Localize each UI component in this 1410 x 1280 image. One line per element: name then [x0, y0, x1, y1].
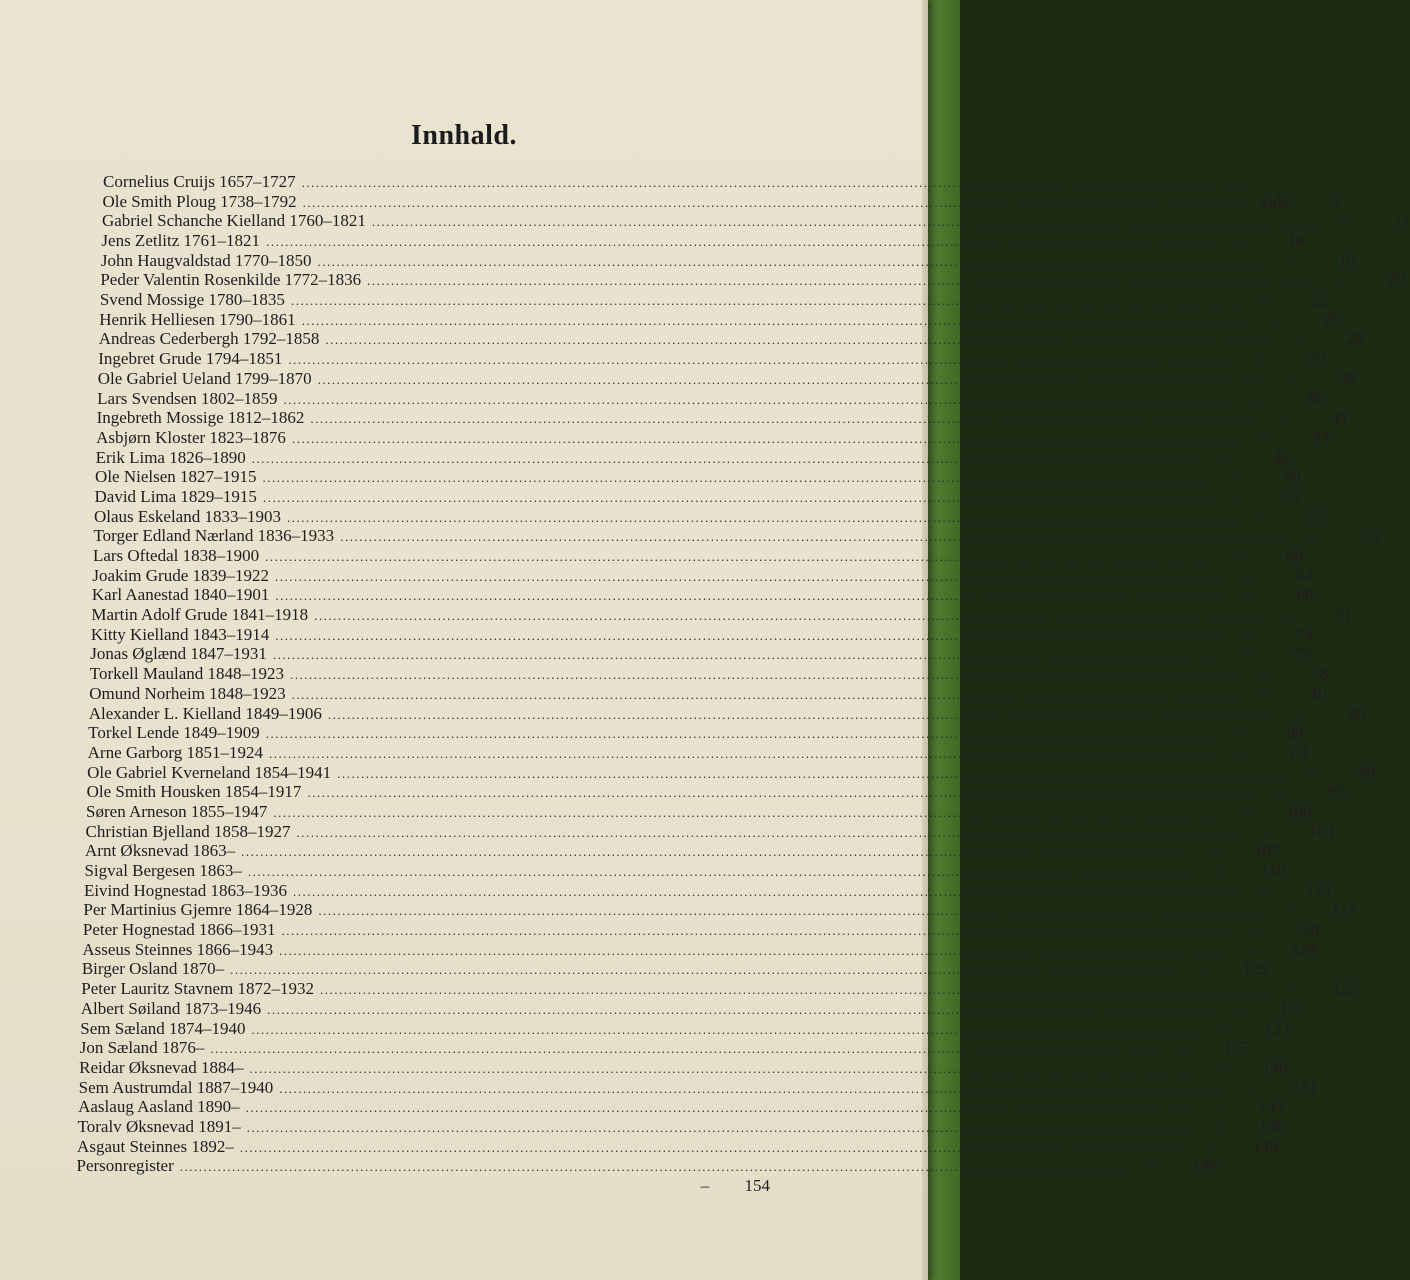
leader-dots: ........................................................................................................................................................................................................: [292, 883, 1243, 899]
toc-page-number: 90: [1358, 762, 1376, 782]
leader-dots: ........................................................................................................................................................................................................: [327, 706, 1278, 722]
page-marker: –: [1286, 250, 1295, 270]
page-marker: –: [1270, 309, 1279, 329]
leader-dots: ........................................................................................................................................................................................................: [291, 686, 1242, 702]
leader-dots: ........................................................................................................................................................................................................: [367, 273, 1318, 289]
leader-dots: ........................................................................................................................................................................................................: [290, 667, 1241, 683]
leader-dots: ........................................................................................................................................................................................................: [307, 785, 1258, 801]
toc-entry-name: Ole Gabriel Kverneland 1854–1941: [87, 762, 332, 782]
page-marker: –: [1265, 821, 1274, 841]
toc-page-number: 110: [1261, 861, 1286, 881]
toc-page-number: 46: [1272, 447, 1290, 467]
toc-entry-name: Asseus Steinnes 1866–1943: [82, 939, 274, 959]
toc-entry-name: Cornelius Cruijs 1657–1727: [103, 172, 296, 191]
toc-entry-name: Asgaut Steinnes 1892–: [77, 1136, 234, 1156]
toc-entry: [96, 427, 1330, 448]
page-marker: –: [1247, 939, 1257, 959]
leader-dots: ........................................................................................................................................................................................................: [267, 1001, 1218, 1017]
toc-entry: [88, 703, 1366, 724]
leader-dots: ........................................................................................................................................................................................................: [317, 371, 1268, 387]
leader-dots: ........................................................................................................................................................................................................: [301, 175, 1252, 190]
toc-page-number: 60: [1286, 546, 1304, 566]
page-marker: –: [1260, 427, 1270, 447]
toc-entry: [90, 624, 1314, 645]
toc-page-number: 117: [1331, 900, 1357, 920]
toc-entry: [99, 309, 1340, 330]
page-marker: –: [1241, 644, 1251, 664]
page-marker: –: [1340, 211, 1350, 231]
toc-entry-name: Asbjørn Kloster 1823–1876: [96, 427, 286, 447]
toc-entry-name: Peder Valentin Rosenkilde 1772–1836: [100, 270, 362, 290]
leader-dots: ........................................................................................................................................................................................................: [275, 588, 1226, 604]
toc-entry: [76, 1176, 770, 1196]
page-marker: –: [1244, 585, 1253, 605]
page-title: Innhald.: [411, 120, 517, 151]
leader-dots: ........................................................................................................................................................................................................: [262, 470, 1213, 486]
toc-entry-name: Torger Edland Nærland 1836–1933: [93, 526, 335, 546]
toc-entry-name: Birger Osland 1870–: [81, 959, 225, 979]
toc-entry: [93, 526, 1379, 546]
leader-dots: ........................................................................................................................................................................................................: [251, 450, 1202, 466]
toc-entry: [85, 841, 1280, 861]
toc-entry-name: Ingebret Grude 1794–1851: [98, 349, 283, 369]
toc-entry: [97, 368, 1356, 389]
toc-entry: [95, 447, 1290, 468]
toc-entry-name: Svend Mossige 1780–1835: [99, 290, 285, 310]
page-marker: –: [1231, 467, 1240, 487]
leader-dots: ........................................................................................................................................................................................................: [296, 824, 1247, 840]
toc-page-number: 68: [1296, 585, 1314, 605]
page-marker: –: [1257, 349, 1266, 369]
page-marker: –: [1234, 723, 1244, 743]
leader-dots: ........................................................................................................................................................................................................: [318, 903, 1269, 919]
page-marker: –: [1276, 782, 1285, 802]
toc-page-number: 141: [1291, 1077, 1318, 1097]
toc-entry-name: Ole Nielsen 1827–1915: [95, 467, 257, 487]
toc-entry: [79, 1038, 1249, 1058]
toc-page-number: 29: [1346, 329, 1364, 349]
toc-page-number: 140: [1261, 1057, 1288, 1077]
toc-page-number: 107: [1253, 841, 1280, 861]
page-marker: –: [1215, 1116, 1224, 1136]
toc-entry: [84, 861, 1286, 881]
toc-page-number: 56: [1361, 526, 1379, 546]
page-marker: –: [1234, 231, 1244, 251]
toc-entry: [102, 191, 1341, 212]
toc-page-number: 88: [1286, 723, 1304, 743]
toc-page-number: 64: [1296, 565, 1313, 585]
page-marker: –: [1220, 447, 1229, 467]
leader-dots: ........................................................................................................................................................................................................: [247, 864, 1198, 880]
toc-entry: [83, 880, 1331, 901]
toc-entry: [81, 979, 1359, 999]
toc-entry-name: Ole Smith Housken 1854–1917: [86, 782, 302, 802]
toc-entry: [77, 1116, 1285, 1137]
leader-dots: ........................................................................................................................................................................................................: [266, 234, 1217, 250]
page-marker: –: [1208, 1136, 1218, 1156]
toc-page-number: 143: [1258, 1097, 1284, 1117]
page-marker: –: [1209, 841, 1219, 861]
toc-page-number: 35: [1338, 368, 1356, 388]
toc-entry-name: Olaus Eskeland 1833–1903: [94, 506, 281, 526]
leader-dots: ........................................................................................................................................................................................................: [320, 982, 1271, 998]
toc-page-number: 49: [1283, 467, 1301, 487]
toc-entry: [85, 821, 1335, 842]
toc-page-number: 103: [1308, 821, 1335, 841]
toc-entry-name: Aaslaug Aasland 1890–: [78, 1097, 240, 1117]
toc-page-number: 133: [1264, 1018, 1290, 1038]
toc-entry: [78, 1097, 1284, 1117]
toc-entry-name: Arne Garborg 1851–1924: [87, 742, 263, 762]
leader-dots: ........................................................................................................................................................................................................: [279, 942, 1230, 958]
toc-entry-name: Jens Zetlitz 1761–1821: [101, 231, 261, 251]
leader-dots: ........................................................................................................................................................................................................: [310, 411, 1261, 427]
page-marker: –: [1237, 742, 1247, 762]
leader-dots: ........................................................................................................................................................................................................: [245, 1100, 1196, 1116]
leader-dots: ........................................................................................................................................................................................................: [275, 568, 1225, 584]
toc-page-number: 14: [1287, 231, 1305, 251]
page-marker: –: [1282, 605, 1292, 625]
toc-entry-name: Kitty Kielland 1843–1914: [90, 624, 270, 644]
leader-dots: ........................................................................................................................................................................................................: [239, 1139, 1190, 1155]
toc-page-number: 127: [1332, 979, 1359, 999]
toc-page-number: 41: [1331, 408, 1349, 428]
leader-dots: ........................................................................................................................................................................................................: [317, 253, 1268, 269]
toc-entry: [89, 664, 1329, 684]
toc-entry: [94, 506, 1325, 527]
toc-page-number: 149: [1252, 1136, 1278, 1156]
toc-entry-name: John Haugvaldstad 1770–1850: [100, 250, 312, 270]
toc-entry: [83, 900, 1357, 920]
toc-page-number: 44: [1312, 427, 1330, 447]
leader-dots: ........................................................................................................................................................................................................: [265, 549, 1216, 565]
toc-page-number: 100: [1285, 801, 1312, 821]
toc-entry-name: Arnt Øksnevad 1863–: [85, 841, 236, 861]
leader-dots: ........................................................................................................................................................................................................: [273, 804, 1224, 820]
toc-entry: [96, 408, 1349, 428]
page-marker: –: [1258, 664, 1268, 684]
page-marker: –: [1242, 801, 1251, 821]
toc-entry: [91, 585, 1314, 605]
toc-entry-name: Torkel Lende 1849–1909: [88, 723, 260, 743]
page-marker: –: [1216, 861, 1226, 881]
toc-entry-name: Lars Svendsen 1802–1859: [97, 388, 278, 408]
toc-entry: [92, 565, 1313, 586]
toc-page-number: 75: [1293, 644, 1311, 664]
toc-entry: [97, 388, 1322, 409]
page-marker: –: [1287, 900, 1296, 920]
toc-entry: [86, 782, 1346, 802]
toc-page-number: 38: [1304, 388, 1322, 408]
page-marker: –: [1335, 270, 1345, 290]
page-marker: –: [1250, 920, 1259, 940]
toc-entry: [82, 920, 1320, 940]
page-marker: –: [1247, 1077, 1257, 1097]
page-marker: –: [1296, 703, 1306, 723]
leader-dots: ........................................................................................................................................................................................................: [249, 1060, 1200, 1076]
page-marker: –: [700, 1176, 710, 1195]
leader-dots: ........................................................................................................................................................................................................: [275, 627, 1226, 643]
leader-dots: ........................................................................................................................................................................................................: [281, 923, 1232, 939]
leader-dots: ........................................................................................................................................................................................................: [283, 391, 1234, 407]
toc-page-number: 89: [1289, 742, 1307, 762]
toc-page-number: 9: [1332, 191, 1341, 211]
toc-entry-name: Toralv Øksnevad 1891–: [77, 1116, 241, 1136]
toc-entry-name: Alexander L. Kielland 1849–1906: [88, 703, 322, 723]
page-marker: –: [1243, 565, 1253, 585]
page-marker: –: [1259, 290, 1269, 310]
leader-dots: ........................................................................................................................................................................................................: [265, 726, 1216, 742]
toc-page-number: 71: [1335, 605, 1353, 625]
toc-page-number: 120: [1294, 920, 1320, 940]
toc-entry-name: Peter Hognestad 1866–1931: [82, 920, 276, 940]
toc-entry-name: Albert Søiland 1873–1946: [80, 998, 262, 1018]
leader-dots: ........................................................................................................................................................................................................: [268, 745, 1219, 761]
page-marker: –: [1233, 546, 1243, 566]
toc-entry: [98, 329, 1364, 349]
toc-entry: [78, 1077, 1318, 1098]
toc-page-number: 154: [744, 1176, 770, 1195]
toc-entry: [95, 467, 1301, 487]
page-marker: –: [1252, 388, 1261, 408]
leader-dots: ........................................................................................................................................................................................................: [272, 647, 1223, 663]
toc-entry-name: Andreas Cederbergh 1792–1858: [98, 329, 320, 349]
toc-page-number: 25: [1322, 309, 1340, 329]
leader-dots: ........................................................................................................................................................................................................: [241, 844, 1192, 860]
leader-dots: ........................................................................................................................................................................................................: [246, 1119, 1197, 1135]
toc-page-number: 55: [1307, 506, 1325, 526]
page-marker: –: [1255, 506, 1265, 526]
page-marker: –: [1198, 959, 1208, 979]
page-marker: –: [1214, 1097, 1223, 1117]
toc-entry-name: Karl Aanestad 1840–1901: [91, 585, 270, 605]
page-marker: –: [1179, 1038, 1188, 1058]
leader-dots: ........................................................................................................................................................................................................: [262, 489, 1213, 505]
toc-page-number: 52: [1283, 486, 1301, 506]
toc-page-number: 81: [1312, 683, 1330, 703]
leader-dots: ........................................................................................................................................................................................................: [230, 962, 1181, 978]
toc-entry: [80, 998, 1306, 1019]
leader-dots: ........................................................................................................................................................................................................: [340, 529, 1291, 545]
page-marker: –: [1231, 486, 1241, 506]
page-marker: –: [1148, 1156, 1158, 1176]
toc-page-number: 32: [1309, 349, 1327, 369]
toc-entry: [79, 1057, 1288, 1078]
page-marker: –: [1308, 526, 1318, 546]
toc-entry-name: Peter Lauritz Stavnem 1872–1932: [81, 979, 315, 999]
page-marker: –: [1286, 368, 1295, 388]
leader-dots: ........................................................................................................................................................................................................: [302, 194, 1253, 210]
leader-dots: ........................................................................................................................................................................................................: [210, 1041, 1161, 1057]
toc-entry-name: Sem Sæland 1874–1940: [80, 1018, 246, 1038]
toc-page-number: 114: [1306, 880, 1331, 900]
toc-entry: [99, 290, 1329, 310]
leader-dots: ........................................................................................................................................................................................................: [279, 1080, 1230, 1096]
leader-dots: ........................................................................................................................................................................................................: [179, 1159, 1130, 1175]
toc-entry-name: Torkell Mauland 1848–1923: [89, 664, 285, 684]
toc-page-number: 137: [1222, 1038, 1249, 1058]
toc-entry-name: Sem Austrumdal 1887–1940: [78, 1077, 274, 1097]
toc-page-number: 125: [1242, 959, 1269, 979]
toc-entry: [77, 1136, 1278, 1157]
page-marker: –: [1305, 762, 1315, 782]
page-marker: –: [1235, 998, 1245, 1018]
toc-page-number: 20: [1388, 270, 1406, 290]
leader-dots: ........................................................................................................................................................................................................: [291, 430, 1242, 446]
page-marker: –: [1288, 979, 1298, 999]
toc-entry-name: Lars Oftedal 1838–1900: [92, 546, 260, 566]
toc-page-number: 22: [1311, 290, 1329, 310]
toc-entry: [86, 801, 1312, 822]
page-marker: –: [1294, 329, 1303, 349]
page-marker: –: [1244, 624, 1253, 644]
page-marker: –: [1279, 408, 1288, 428]
page-marker: side: [1261, 191, 1290, 211]
toc-entry-name: Sigval Bergesen 1863–: [84, 861, 242, 881]
toc-entry-name: Reidar Øksnevad 1884–: [79, 1057, 244, 1077]
page-marker: –: [1261, 880, 1271, 900]
toc-page-number: 132: [1279, 998, 1306, 1018]
toc-entry: [81, 959, 1269, 979]
toc-entry-name: Gabriel Schanche Kielland 1760–1821: [101, 211, 366, 231]
leader-dots: ........................................................................................................................................................................................................: [301, 312, 1252, 328]
toc-page-number: 95: [1328, 782, 1346, 802]
leader-dots: ........................................................................................................................................................................................................: [286, 509, 1237, 525]
toc-entry-name: Personregister: [76, 1156, 174, 1176]
toc-entry: [88, 723, 1304, 743]
toc-entry-name: Ole Smith Ploug 1738–1792: [102, 191, 297, 211]
toc-entry-name: David Lima 1829–1915: [94, 486, 257, 506]
toc-page-number: 124: [1291, 939, 1318, 959]
leader-dots: ........................................................................................................................................................................................................: [290, 293, 1241, 309]
toc-page-number: 78: [1311, 664, 1329, 684]
toc-entry-name: Omund Norheim 1848–1923: [89, 683, 286, 703]
toc-entry: [94, 486, 1301, 507]
toc-entry: [100, 270, 1406, 290]
toc-entry: [92, 546, 1304, 566]
toc-entry: [87, 762, 1376, 783]
toc-entry-name: Ingebreth Mossige 1812–1862: [96, 408, 305, 428]
toc-page-number: 18: [1338, 250, 1356, 270]
toc-entry: [89, 683, 1330, 704]
leader-dots: ........................................................................................................................................................................................................: [314, 608, 1265, 624]
toc-entry: [101, 211, 1410, 231]
toc-entry-name: Henrik Helliesen 1790–1861: [99, 309, 296, 329]
leader-dots: ........................................................................................................................................................................................................: [251, 1021, 1202, 1037]
toc-entry-name: Erik Lima 1826–1890: [95, 447, 246, 467]
toc-entry: [98, 349, 1327, 369]
toc-entry-name: Joakim Grude 1839–1922: [92, 565, 269, 585]
toc-entry: [103, 172, 1252, 192]
leader-dots: ........................................................................................................................................................................................................: [288, 352, 1239, 368]
toc-entry-name: Ole Gabriel Ueland 1799–1870: [97, 368, 312, 388]
page-marker: –: [1220, 1018, 1229, 1038]
toc-entry-name: Jon Sæland 1876–: [79, 1038, 205, 1058]
toc-entry-name: Martin Adolf Grude 1841–1918: [91, 605, 309, 625]
toc-entry: [80, 1018, 1290, 1039]
page-marker: –: [1260, 683, 1269, 703]
toc-entry: [90, 644, 1311, 664]
toc-page-number: 149: [1192, 1156, 1218, 1176]
toc-entry: [101, 231, 1305, 251]
toc-entry-name: Eivind Hognestad 1863–1936: [83, 880, 287, 900]
toc-page-number: 74: [1296, 624, 1314, 644]
leader-dots: ........................................................................................................................................................................................................: [337, 765, 1288, 781]
toc-entry: [100, 250, 1356, 271]
leader-dots: ........................................................................................................................................................................................................: [371, 214, 1322, 230]
page-marker: –: [1218, 1057, 1227, 1077]
toc-entry-name: Christian Bjelland 1858–1927: [85, 821, 291, 841]
toc-entry: [87, 742, 1307, 763]
toc-entry-name: Søren Arneson 1855–1947: [86, 801, 268, 821]
toc-entry: [91, 605, 1353, 625]
toc-page-number: 146: [1259, 1116, 1285, 1136]
toc-page-number: 85: [1348, 703, 1366, 723]
toc-entry-name: Jonas Øglænd 1847–1931: [90, 644, 267, 664]
toc-entry-name: Per Martinius Gjemre 1864–1928: [83, 900, 313, 920]
leader-dots: ........................................................................................................................................................................................................: [325, 332, 1276, 348]
toc-entry: [82, 939, 1318, 960]
toc-entry: [76, 1156, 1218, 1176]
toc-page-number: 11: [1393, 211, 1410, 231]
